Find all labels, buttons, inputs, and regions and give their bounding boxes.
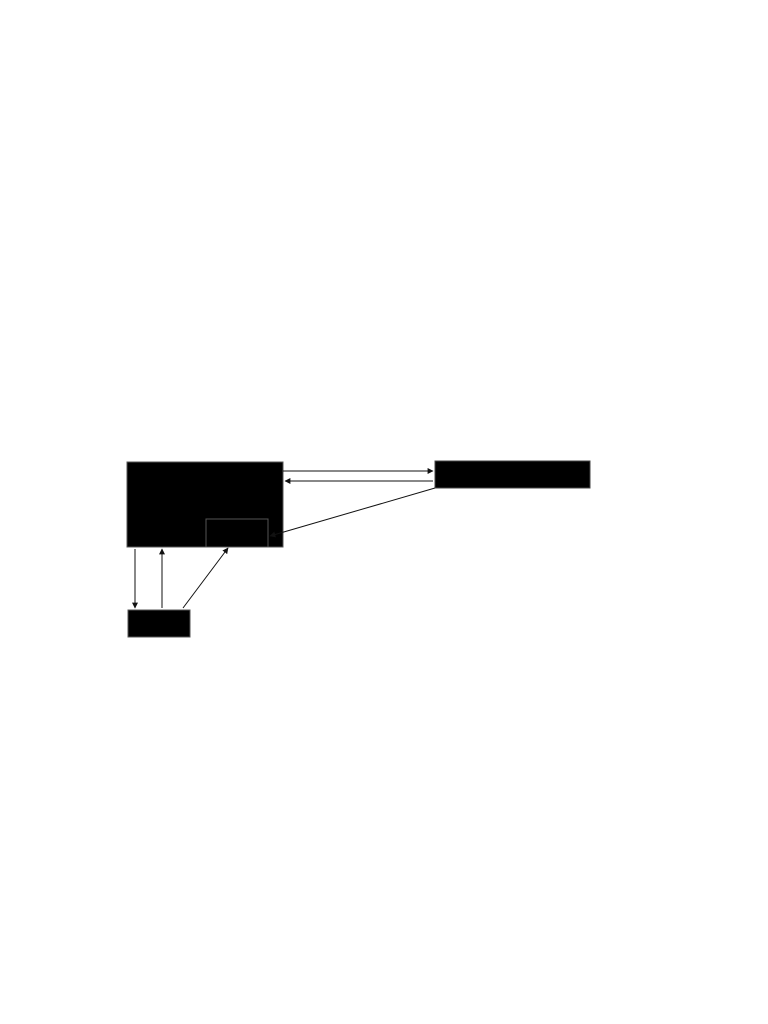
agent-6-trap-arrow	[183, 548, 228, 608]
trap-receiver-box	[206, 519, 268, 547]
master-agent-box	[435, 461, 590, 488]
agent-6-box	[128, 610, 190, 637]
snmp-architecture-diagram	[100, 452, 600, 644]
trap-arrow	[270, 488, 435, 536]
